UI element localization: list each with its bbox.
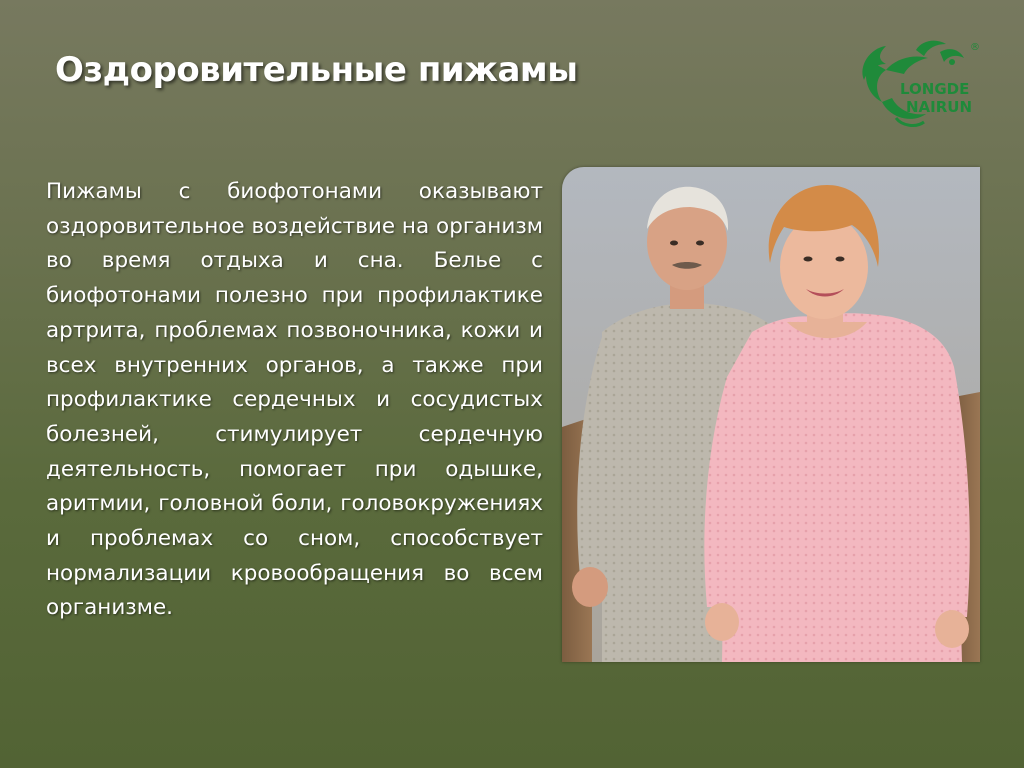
slide-body-text: Пижамы с биофотонами оказывают оздоровительное воздействие на организм во время отдыха и сна. Белье с биофотонами полезно при профилактике артрита, проблемах позвоночника, кожи и всех внутренних органов, а также при профилактике сердечных и сосудистых болезней, стимулирует сердечную деятельность, помогает при одышке, аритмии, головной боли, головокружениях и проблемах со сном, способствует нормализации кровообращения во всем организме.: [46, 179, 543, 621]
slide-title: Оздоровительные пижамы: [55, 50, 578, 90]
company-logo: [856, 36, 982, 128]
logo-line-1: LONGDE: [900, 80, 970, 98]
couple-in-pajamas-photo: [562, 167, 980, 662]
registered-mark: ®: [970, 42, 980, 53]
logo-line-2: NAIRUN: [906, 98, 973, 116]
